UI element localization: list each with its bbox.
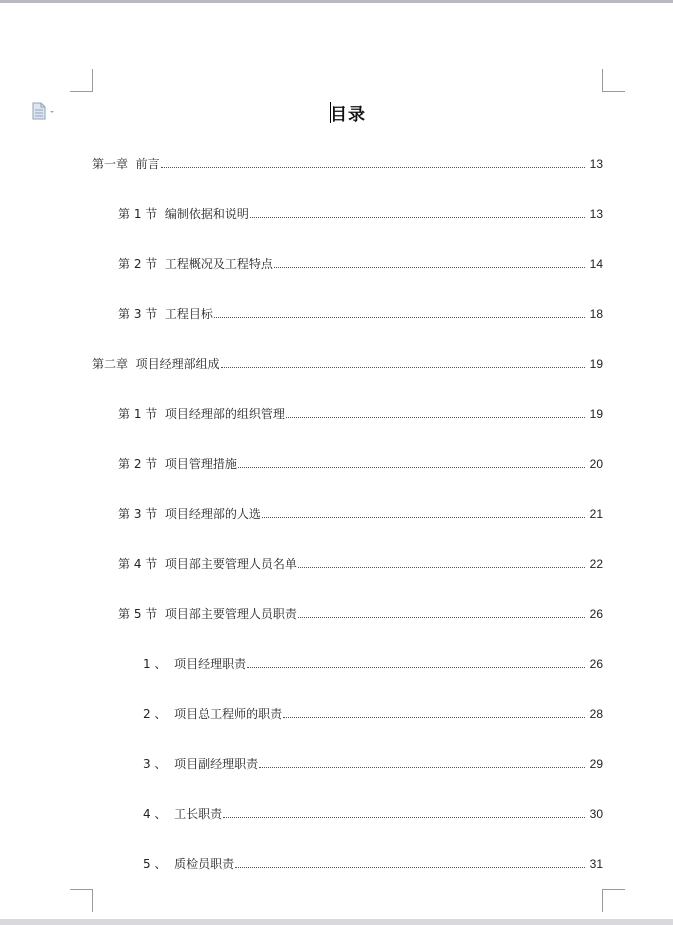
toc-entry-title: 项目副经理职责	[174, 757, 259, 771]
toc-page-number: 22	[589, 557, 603, 571]
toc-entry-number: 2 、	[143, 707, 167, 721]
toc-entry-title: 工程目标	[164, 307, 213, 321]
toc-leader-dots	[247, 666, 585, 668]
toc-entry-number: 第二章	[92, 357, 129, 371]
margin-corner-top-right	[602, 69, 625, 92]
toc-page-number: 19	[589, 357, 603, 371]
toc-page-number: 20	[589, 457, 603, 471]
toc-entry-title: 项目经理职责	[174, 657, 247, 671]
toc-entry[interactable]	[118, 605, 603, 621]
toc-entry-title: 编制依据和说明	[164, 207, 249, 221]
toc-entry-title: 工长职责	[174, 807, 223, 821]
toc-entry-title: 项目总工程师的职责	[174, 707, 283, 721]
toc-entry-title: 项目部主要管理人员名单	[164, 557, 297, 571]
toc-leader-dots	[298, 566, 585, 568]
toc-page-number: 14	[589, 257, 603, 271]
margin-corner-bottom-left	[70, 889, 93, 912]
toc-page-number: 30	[589, 807, 603, 821]
toc-page-number: 13	[589, 207, 603, 221]
toc-entry[interactable]	[143, 705, 603, 721]
toc-page-number: 21	[589, 507, 603, 521]
toc-page-number: 19	[589, 407, 603, 421]
toc-entry-title: 质检员职责	[174, 857, 235, 871]
toc-entry-title: 工程概况及工程特点	[164, 257, 273, 271]
toc-page-number: 26	[589, 657, 603, 671]
toc-entry[interactable]	[118, 405, 603, 421]
document-dropdown-icon[interactable]	[31, 102, 57, 120]
toc-entry[interactable]	[118, 555, 603, 571]
toc-title: 目录	[330, 105, 366, 125]
toc-page-number: 31	[589, 857, 603, 871]
toc-leader-dots	[259, 766, 585, 768]
toc-entry-number: 第 4 节	[118, 557, 158, 571]
toc-page-number: 18	[589, 307, 603, 321]
toc-page-number: 26	[589, 607, 603, 621]
toc-entry[interactable]	[92, 155, 603, 171]
margin-corner-top-left	[70, 69, 93, 92]
toc-entry[interactable]	[118, 305, 603, 321]
toc-leader-dots	[238, 466, 585, 468]
toc-entry[interactable]	[118, 255, 603, 271]
toc-entry-number: 第 5 节	[118, 607, 158, 621]
toc-entry[interactable]	[92, 355, 603, 371]
toc-entry-title: 项目部主要管理人员职责	[164, 607, 297, 621]
toc-entry-title: 前言	[135, 157, 160, 171]
toc-entry[interactable]	[118, 205, 603, 221]
toc-leader-dots	[262, 516, 585, 518]
margin-corner-bottom-right	[602, 889, 625, 912]
toc-entry[interactable]	[118, 455, 603, 471]
toc-entry-number: 3 、	[143, 757, 167, 771]
toc-entry[interactable]	[143, 755, 603, 771]
toc-leader-dots	[235, 866, 585, 868]
toc-page-number: 28	[589, 707, 603, 721]
toc-leader-dots	[214, 316, 585, 318]
toc-entry[interactable]	[143, 805, 603, 821]
toc-entry-title: 项目经理部的组织管理	[164, 407, 285, 421]
toc-leader-dots	[221, 366, 585, 368]
toc-leader-dots	[286, 416, 585, 418]
toc-entry-number: 第 2 节	[118, 457, 158, 471]
window-bottom-border	[0, 919, 673, 925]
toc-entry-number: 第一章	[92, 157, 129, 171]
toc-entry-number: 5 、	[143, 857, 167, 871]
toc-page-number: 29	[589, 757, 603, 771]
toc-leader-dots	[250, 216, 585, 218]
toc-leader-dots	[223, 816, 585, 818]
toc-entry-title: 项目经理部的人选	[164, 507, 261, 521]
toc-leader-dots	[274, 266, 585, 268]
toc-entry-number: 第 1 节	[118, 407, 158, 421]
toc-entry-number: 第 2 节	[118, 257, 158, 271]
toc-entry-title: 项目经理部组成	[135, 357, 220, 371]
toc-entry-number: 第 3 节	[118, 307, 158, 321]
toc-leader-dots	[161, 166, 585, 168]
toc-leader-dots	[283, 716, 585, 718]
toc-entry[interactable]	[143, 855, 603, 871]
toc-entry-number: 第 3 节	[118, 507, 158, 521]
toc-leader-dots	[298, 616, 585, 618]
toc-entry-number: 第 1 节	[118, 207, 158, 221]
toc-entry-number: 1 、	[143, 657, 167, 671]
toc-page-number: 13	[589, 157, 603, 171]
toc-entry-number: 4 、	[143, 807, 167, 821]
toc-entry[interactable]	[143, 655, 603, 671]
toc-entry[interactable]	[118, 505, 603, 521]
toc-entry-title: 项目管理措施	[164, 457, 237, 471]
